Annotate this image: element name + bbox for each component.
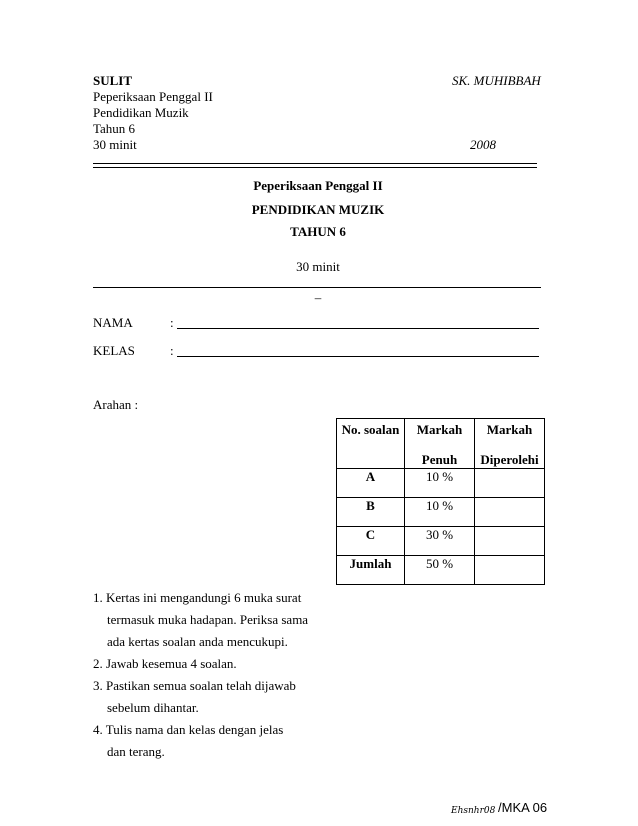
- signature: Ehsnhr08: [451, 806, 496, 816]
- header-double-rule: [93, 163, 537, 168]
- row-full-marks: 10 %: [405, 469, 475, 498]
- class-colon: :: [170, 343, 174, 358]
- row-question: Jumlah: [337, 556, 405, 585]
- header-subject-line: Pendidikan Muzik: [93, 105, 189, 120]
- instruction-item-cont: sebelum dihantar.: [107, 700, 199, 715]
- table-row: [337, 556, 545, 585]
- instruction-item: 2. Jawab kesemua 4 soalan.: [93, 656, 237, 671]
- instruction-item: 4. Tulis nama dan kelas dengan jelas: [93, 722, 284, 737]
- header-duration-line: 30 minit: [93, 137, 137, 152]
- title-rule: [93, 287, 541, 288]
- table-row: [337, 527, 545, 556]
- instruction-item-cont: ada kertas soalan anda mencukupi.: [107, 634, 288, 649]
- row-obtained-marks[interactable]: [475, 498, 545, 527]
- instructions-heading: Arahan :: [93, 397, 139, 412]
- instruction-item: 3. Pastikan semua soalan telah dijawab: [93, 678, 296, 693]
- header-exam-line: Peperiksaan Penggal II: [93, 89, 213, 104]
- title-exam: Peperiksaan Penggal II: [253, 178, 383, 193]
- row-full-marks: 50 %: [405, 556, 475, 585]
- header-question: No. soalan: [337, 419, 405, 469]
- name-colon: :: [170, 315, 174, 330]
- title-dash: –: [314, 290, 322, 305]
- row-obtained-marks[interactable]: [475, 527, 545, 556]
- instruction-item-cont: dan terang.: [107, 744, 165, 759]
- instruction-item: 1. Kertas ini mengandungi 6 muka surat: [93, 590, 302, 605]
- header-year: 2008: [470, 137, 496, 152]
- marks-table-header: [337, 419, 545, 469]
- row-question: B: [337, 498, 405, 527]
- row-obtained-marks[interactable]: [475, 469, 545, 498]
- instruction-item-cont: termasuk muka hadapan. Periksa sama: [107, 612, 309, 627]
- class-field[interactable]: [177, 356, 539, 357]
- name-label: NAMA: [93, 315, 133, 330]
- title-grade: TAHUN 6: [290, 224, 346, 239]
- header-grade-line: Tahun 6: [93, 121, 136, 136]
- school-name: SK. MUHIBBAH: [452, 73, 541, 88]
- name-field[interactable]: [177, 328, 539, 329]
- marks-table: [336, 418, 545, 585]
- title-duration: 30 minit: [296, 259, 340, 274]
- header-full-marks: Markah Penuh: [405, 419, 475, 469]
- table-row: [337, 498, 545, 527]
- row-question: A: [337, 469, 405, 498]
- header-obtained-marks: Markah Diperolehi: [475, 419, 545, 469]
- row-obtained-marks[interactable]: [475, 556, 545, 585]
- row-question: C: [337, 527, 405, 556]
- row-full-marks: 10 %: [405, 498, 475, 527]
- sulit-label: SULIT: [93, 73, 133, 88]
- row-full-marks: 30 %: [405, 527, 475, 556]
- class-label: KELAS: [93, 343, 135, 358]
- document-code: /MKA 06: [498, 800, 548, 815]
- table-row: [337, 469, 545, 498]
- title-subject: PENDIDIKAN MUZIK: [251, 202, 385, 217]
